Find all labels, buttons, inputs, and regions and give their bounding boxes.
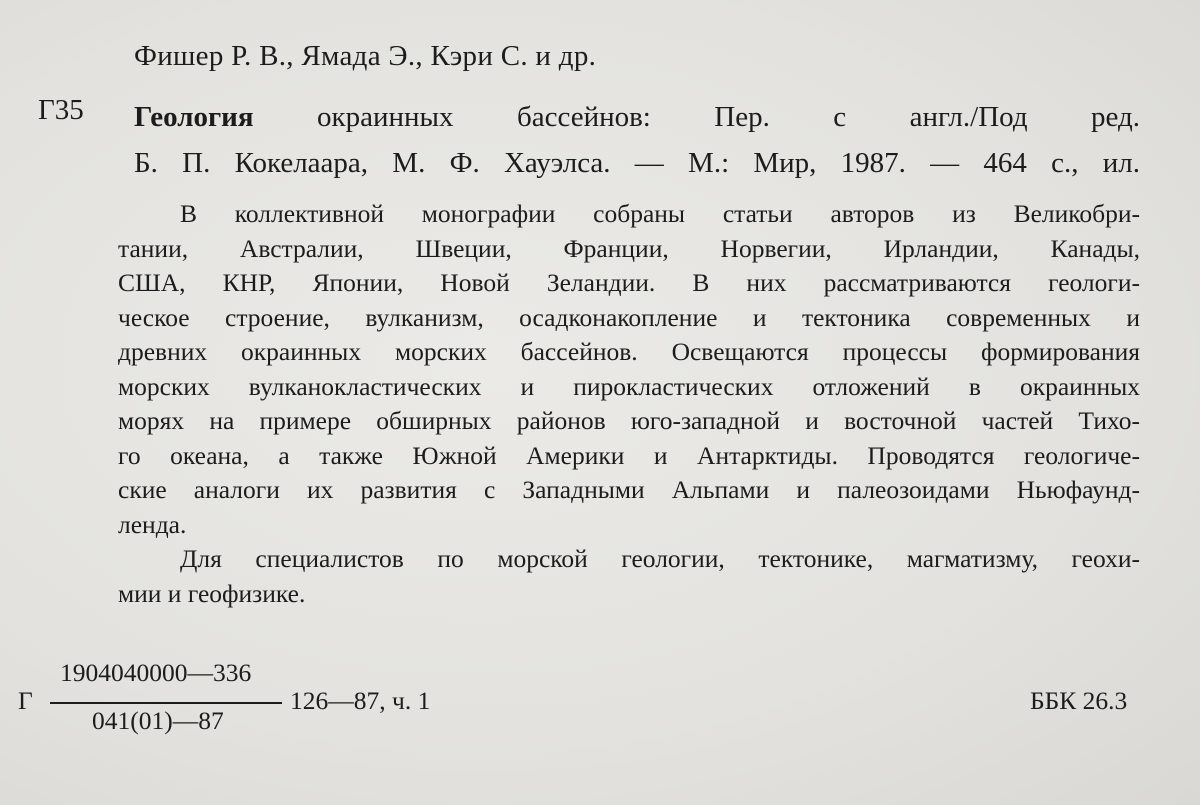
audience-paragraph — [118, 542, 1140, 611]
abstract-line: В коллективной монографии собраны статьи авторов из Великобри- — [180, 199, 1140, 228]
title-line-1-rest: окраинных бассейнов: Пер. с англ./Под ред. — [317, 101, 1141, 133]
abstract-line: го океана, а также Южной Америки и Антарктиды. Проводятся геологиче- — [118, 440, 1140, 470]
abstract-line: тании, Австралии, Швеции, Франции, Норвегии, Ирландии, Канады, — [118, 233, 1140, 263]
catalog-code: Г35 — [38, 94, 84, 126]
abstract-line: США, КНР, Японии, Новой Зеландии. В них рассматриваются геологи- — [118, 268, 1140, 297]
title-line-2: Б. П. Кокелаара, М. Ф. Хауэлса. — М.: Мир, 1987. — 464 с., ил. — [134, 147, 1140, 179]
order-number: 126—87, ч. 1 — [290, 686, 431, 715]
abstract-paragraph — [118, 197, 1140, 542]
abstract-line: ские аналоги их развития с Западными Альпами и палеозоидами Ньюфаунд- — [118, 475, 1140, 504]
title-block — [134, 94, 1140, 186]
abstract-line: ческое строение, вулканизм, осадконакопление и тектоника современных и — [118, 302, 1140, 332]
imprint-letter: Г — [18, 686, 33, 715]
abstract — [118, 197, 1140, 611]
imprint-numerator: 1904040000—336 — [60, 658, 252, 687]
abstract-line: ленда. — [118, 509, 187, 539]
abstract-line: морских вулканокластических и пирокластических отложений в окраинных — [118, 371, 1140, 401]
imprint-footer — [0, 658, 1200, 748]
title-line-1 — [134, 94, 1140, 140]
imprint-denominator: 041(01)—87 — [92, 706, 224, 735]
audience-line: мии и геофизике. — [118, 578, 306, 608]
title-bold-word: Геология — [134, 101, 254, 133]
bbk-code: ББК 26.3 — [1030, 686, 1128, 715]
abstract-line: морях на примере обширных районов юго-западной и восточной частей Тихо- — [118, 406, 1140, 435]
fraction-bar — [50, 702, 282, 704]
audience-line: Для специалистов по морской геологии, тектонике, магматизму, геохи- — [180, 544, 1140, 573]
authors-line: Фишер Р. В., Ямада Э., Кэри С. и др. — [134, 40, 597, 72]
abstract-line: древних окраинных морских бассейнов. Освещаются процессы формирования — [118, 337, 1140, 366]
